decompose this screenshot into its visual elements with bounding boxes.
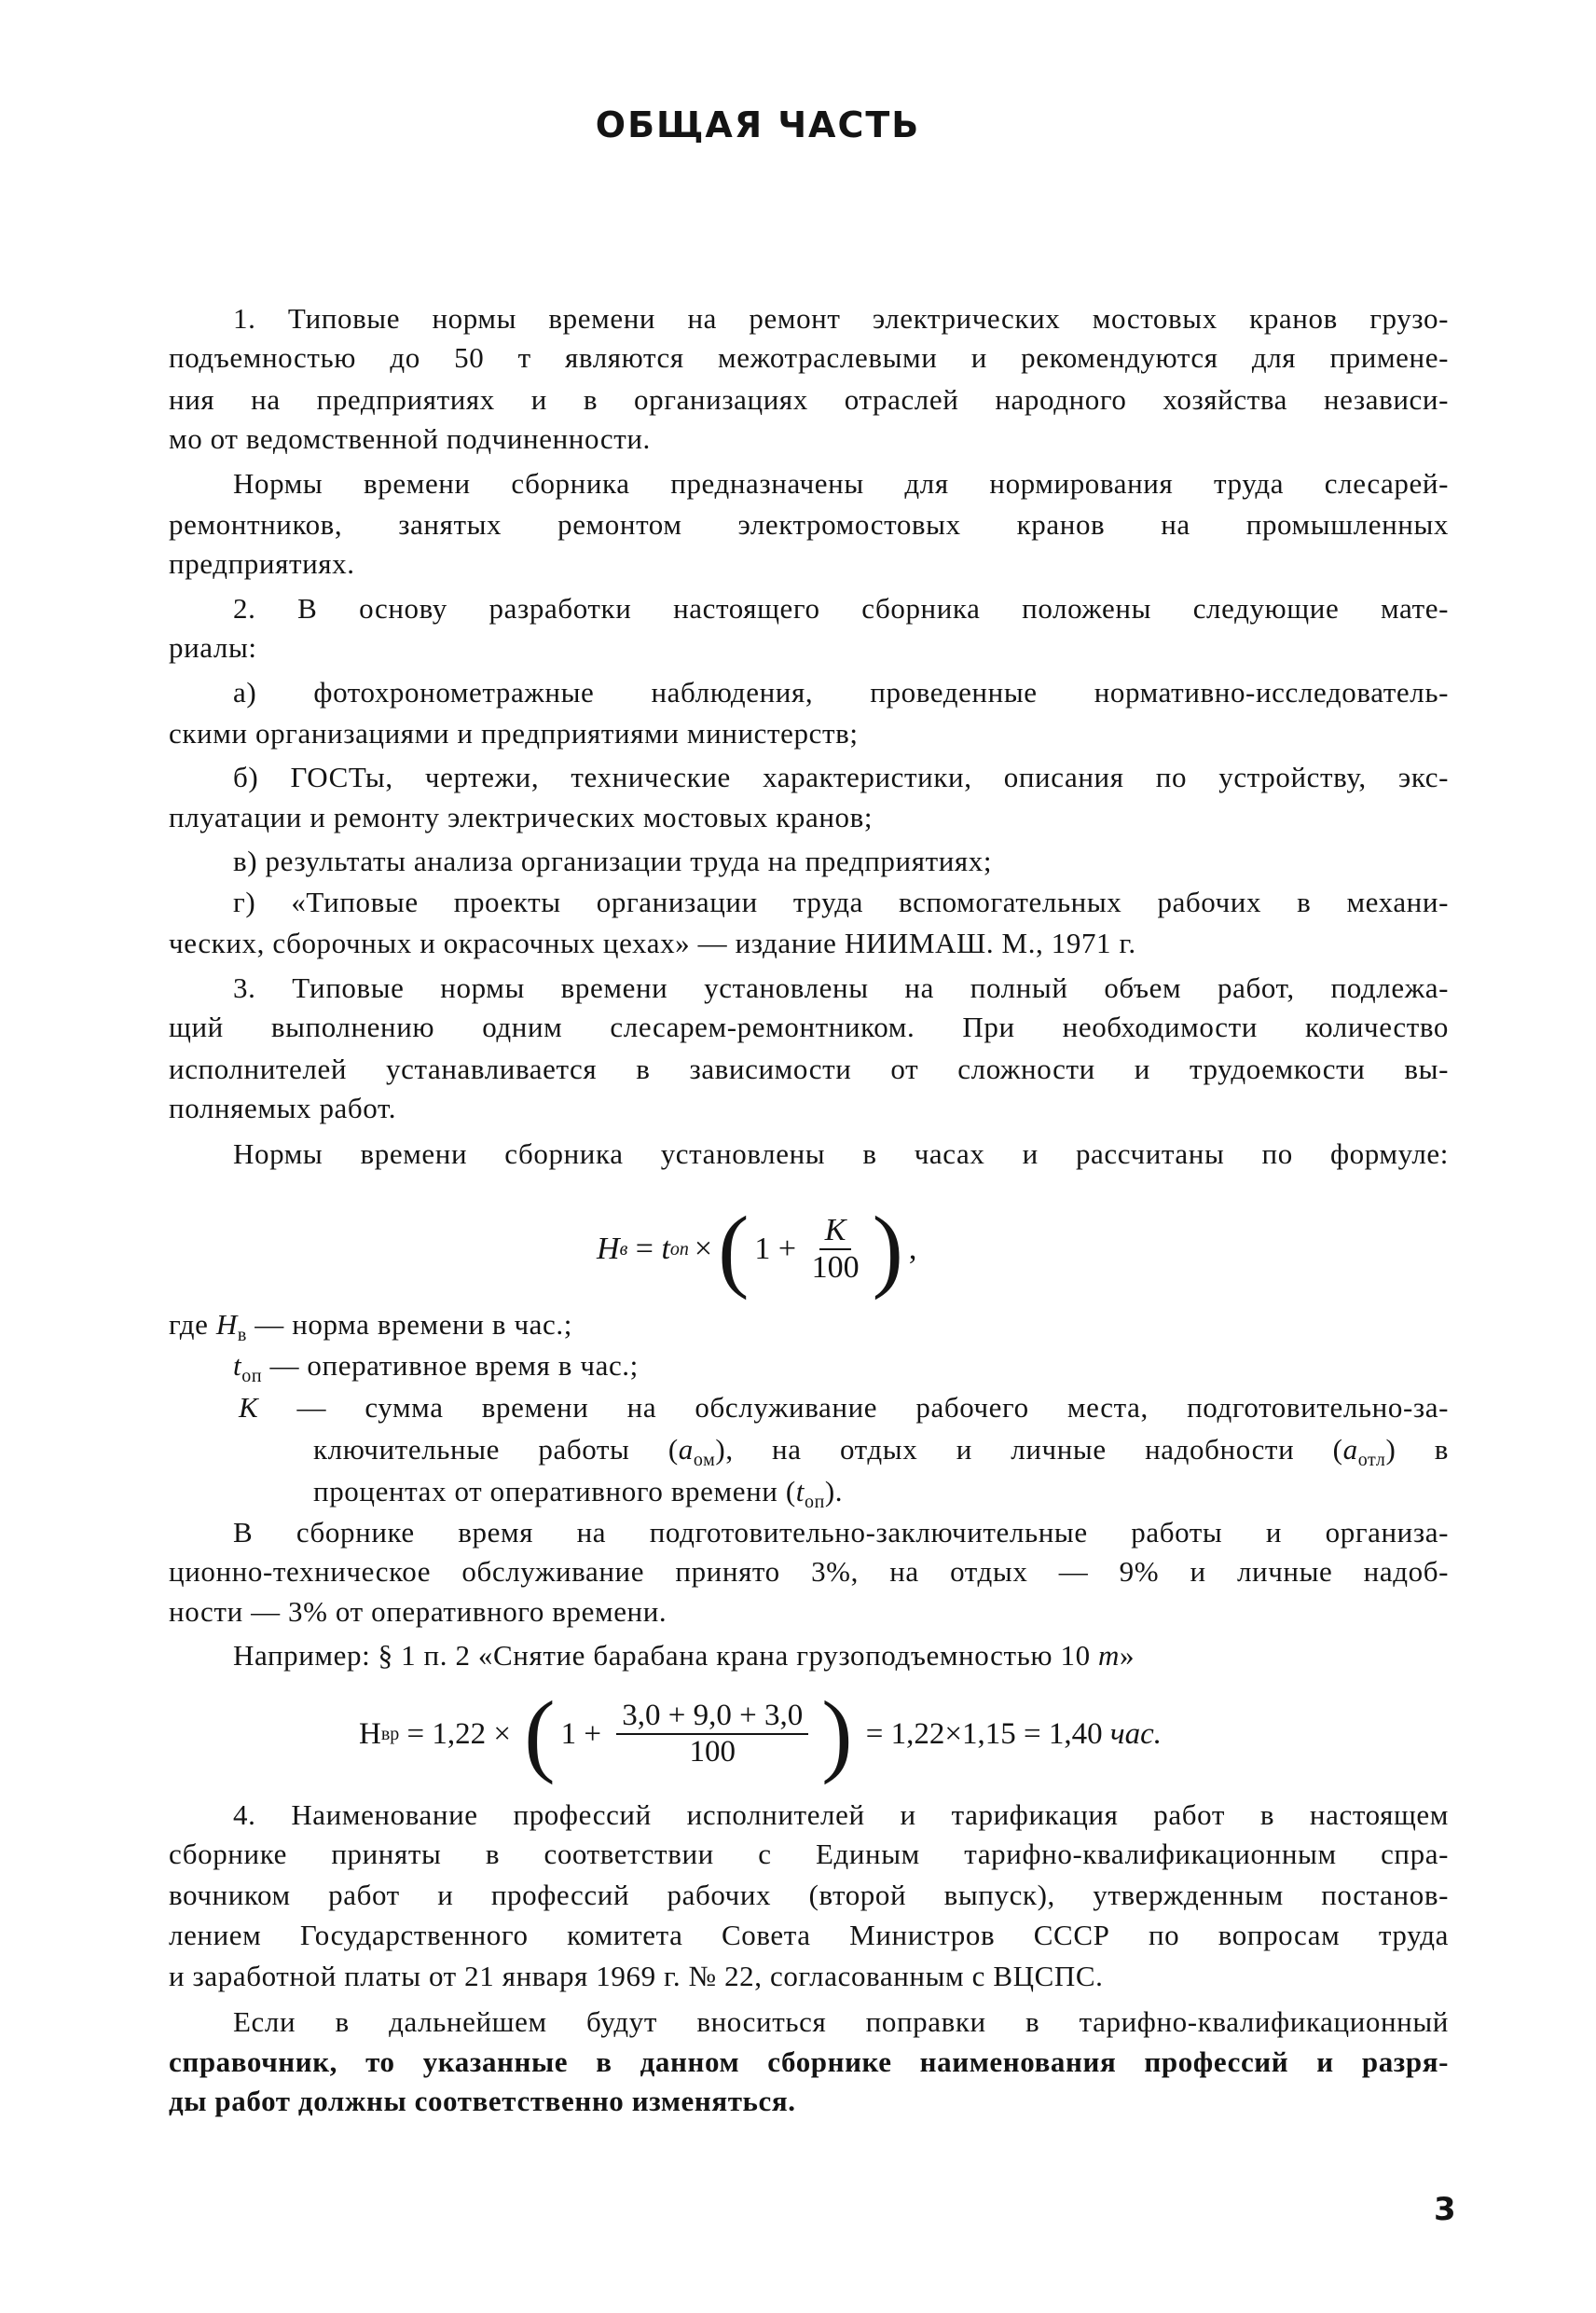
- paragraph-1b-line: предприятиях.: [169, 547, 355, 580]
- paragraph-1b-line: ремонтников, занятых ремонтом электромостовых кранов на промышленных: [169, 508, 1449, 541]
- fraction: [812, 1213, 860, 1286]
- paragraph-2-line: 2. В основу разработки настоящего сборника положены следующие мате-: [233, 592, 1449, 625]
- paragraph-4-line: сборнике приняты в соответствии с Единым тарифно-квалификационным спра-: [169, 1838, 1449, 1870]
- where-label: где: [169, 1308, 209, 1341]
- list-item-a-line: а) фотохронометражные наблюдения, проведенные нормативно-исследователь-: [233, 676, 1449, 709]
- paragraph-4b-line: ды работ должны соответственно изменяться.: [169, 2085, 796, 2117]
- var-k-def: — сумма времени на обслуживание рабочего места, подготовительно-за-: [258, 1391, 1449, 1424]
- paragraph-3-line: щий выполнению одним слесарем-ремонтником. При необходимости количество: [169, 1011, 1449, 1043]
- var-a-otl: a: [1342, 1433, 1358, 1466]
- formula-comma: ,: [908, 1232, 917, 1266]
- var-t: t: [795, 1475, 805, 1508]
- text: ).: [824, 1475, 844, 1508]
- paragraph-2-line: риалы:: [169, 631, 257, 664]
- formula2-lhs-sub: вр: [380, 1723, 400, 1744]
- page-number: 3: [1434, 2191, 1456, 2228]
- example-text: Например: § 1 п. 2 «Снятие барабана крана грузоподъемностью 10: [233, 1639, 1099, 1672]
- paragraph-1-line: мо от ведомственной подчиненности.: [169, 422, 651, 455]
- where-h-line: [169, 1307, 1449, 1346]
- paragraph-1-line: 1. Типовые нормы времени на ремонт электрических мостовых кранов грузо-: [233, 302, 1449, 335]
- var-a-om-sub: ом: [693, 1450, 716, 1471]
- paragraph-3-line: полняемых работ.: [169, 1092, 397, 1124]
- fraction-denominator: 100: [689, 1735, 736, 1769]
- page-title: ОБЩАЯ ЧАСТЬ: [595, 104, 921, 145]
- text: ключительные работы (: [313, 1433, 679, 1466]
- paragraph-3c-line: ности — 3% от оперативного времени.: [169, 1595, 667, 1628]
- formula-one: 1 +: [754, 1232, 805, 1266]
- var-t-sub: оп: [804, 1492, 825, 1513]
- var-h-sub: в: [237, 1325, 247, 1346]
- list-item-b-line: плуатации и ремонту электрических мостовых кранов;: [169, 801, 874, 833]
- fraction-numerator: K: [819, 1213, 852, 1250]
- formula2-eq: = 1,22 ×: [399, 1716, 519, 1751]
- paragraph-4-line: и заработной платы от 21 января 1969 г. № 22, согласованным с ВЦСПС.: [169, 1960, 1104, 1992]
- paragraph-3c-line: В сборнике время на подготовительно-заключительные работы и организа-: [233, 1516, 1449, 1549]
- paragraph-4-line: лением Государственного комитета Совета Министров СССР по вопросам труда: [169, 1919, 1449, 1951]
- formula-t: t: [661, 1232, 670, 1266]
- formula-lhs: Н: [597, 1232, 620, 1266]
- paragraph-4-line: 4. Наименование профессий исполнителей и тарификация работ в настоящем: [233, 1798, 1449, 1831]
- var-t-sub: оп: [241, 1366, 263, 1387]
- where-k-line: [239, 1390, 1449, 1425]
- paragraph-3-line: исполнителей устанавливается в зависимости от сложности и трудоемкости вы-: [169, 1053, 1449, 1085]
- paragraph-4-line: вочником работ и профессий рабочих (второй выпуск), утвержденным постанов-: [169, 1879, 1449, 1911]
- formula-t-sub: оп: [669, 1238, 689, 1260]
- formula2-unit: час.: [1109, 1716, 1162, 1751]
- var-k: K: [239, 1391, 259, 1424]
- paragraph-1b-line: Нормы времени сборника предназначены для нормирования труда слесарей-: [233, 467, 1449, 500]
- list-item-b-line: б) ГОСТы, чертежи, технические характеристики, описания по устройству, экс-: [233, 761, 1449, 793]
- paragraph-3c-line: ционно-техническое обслуживание принято 3%, на отдых — 9% и личные надоб-: [169, 1555, 1449, 1588]
- list-item-d-line: г) «Типовые проекты организации труда вспомогательных рабочих в механи-: [233, 886, 1449, 918]
- paragraph-1-line: ния на предприятиях и в организациях отраслей народного хозяйства независи-: [169, 383, 1449, 416]
- right-paren: ): [872, 1197, 903, 1301]
- where-k-line-3: [313, 1474, 1449, 1513]
- fraction: [616, 1699, 808, 1769]
- var-a-om: a: [678, 1433, 694, 1466]
- paragraph-4b-line: справочник, то указанные в данном сборнике наименования профессий и разря-: [169, 2045, 1449, 2078]
- unit-t: т: [1098, 1639, 1121, 1672]
- formula-lhs-sub: в: [619, 1238, 628, 1260]
- var-h: Н: [215, 1308, 238, 1341]
- left-paren: (: [718, 1197, 750, 1301]
- text: ) в: [1385, 1433, 1450, 1466]
- formula2-result: = 1,22×1,15 = 1,40: [858, 1716, 1110, 1751]
- formula-times: ×: [694, 1232, 713, 1266]
- paragraph-3b-line: Нормы времени сборника установлены в часах и рассчитаны по формуле:: [233, 1137, 1449, 1170]
- quote: »: [1120, 1639, 1135, 1672]
- fraction-numerator: 3,0 + 9,0 + 3,0: [616, 1699, 808, 1735]
- where-t-line: [233, 1348, 1449, 1387]
- paragraph-3-line: 3. Типовые нормы времени установлены на полный объем работ, подлежа-: [233, 971, 1449, 1004]
- list-item-a-line: скими организациями и предприятиями министерств;: [169, 717, 859, 750]
- var-t-def: — оперативное время в час.;: [262, 1349, 639, 1382]
- paragraph-4b-line: Если в дальнейшем будут вноситься поправки в тарифно-квалификационный: [233, 2005, 1449, 2038]
- fraction-denominator: 100: [811, 1250, 860, 1285]
- formula-eq: =: [627, 1232, 662, 1266]
- where-k-line-2: [313, 1432, 1450, 1471]
- paragraph-1-line: подъемностью до 50 т являются межотраслевыми и рекомендуются для примене-: [169, 341, 1449, 374]
- example-line: [233, 1638, 1449, 1673]
- list-item-c-line: в) результаты анализа организации труда на предприятиях;: [233, 845, 993, 877]
- left-paren: (: [524, 1682, 556, 1785]
- norm-formula: [597, 1197, 917, 1301]
- formula2-lhs: Н: [359, 1716, 381, 1751]
- text: ), на отдых и личные надобности (: [715, 1433, 1343, 1466]
- var-a-otl-sub: отл: [1357, 1450, 1386, 1471]
- list-item-d-line: ческих, сборочных и окрасочных цехах» — издание НИИМАШ. М., 1971 г.: [169, 927, 1136, 959]
- var-t: t: [233, 1349, 242, 1382]
- text: процентах от оперативного времени (: [313, 1475, 796, 1508]
- right-paren: ): [821, 1682, 853, 1785]
- formula2-one: 1 +: [560, 1716, 610, 1751]
- example-formula: [359, 1682, 1162, 1785]
- var-h-def: — норма времени в час.;: [246, 1308, 572, 1341]
